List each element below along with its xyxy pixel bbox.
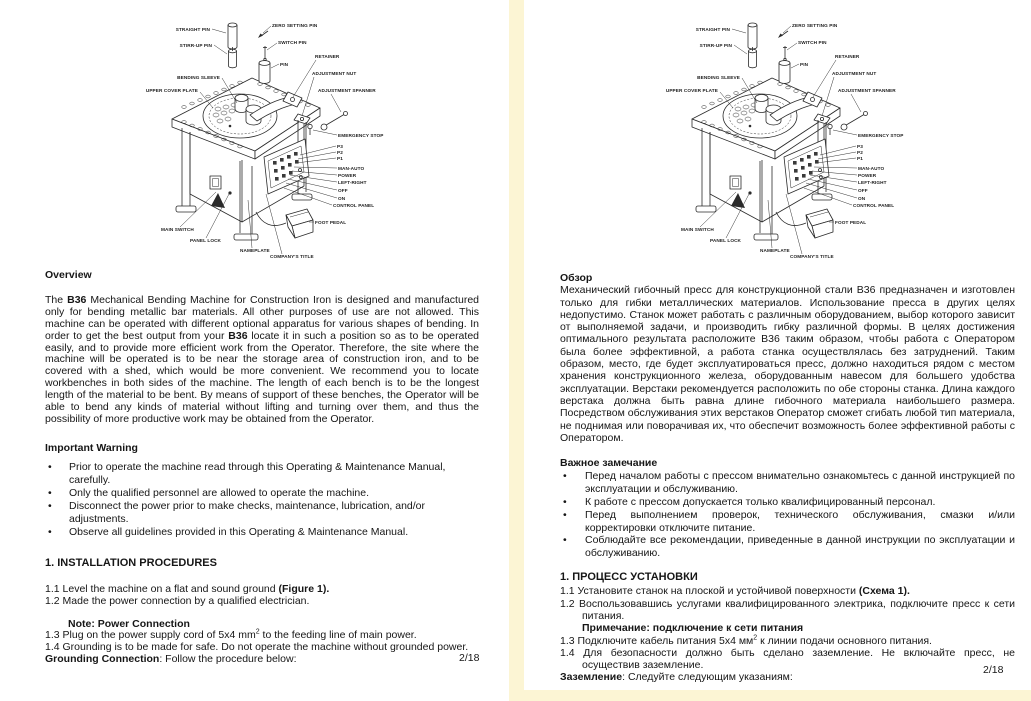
p3-label: P3 bbox=[337, 144, 343, 149]
machine-diagram-russian-page bbox=[660, 8, 1000, 270]
list-item bbox=[560, 496, 1015, 509]
emergency-stop-label: EMERGENCY STOP bbox=[338, 133, 384, 138]
list-item bbox=[45, 487, 479, 500]
step-1-3 bbox=[560, 635, 1015, 647]
warning-item: Observe all guidelines provided in this Operating & Maintenance Manual. bbox=[69, 525, 409, 538]
stirr-up-pin-leader-line bbox=[734, 45, 747, 54]
control-panel-label: CONTROL PANEL bbox=[853, 203, 895, 208]
warning-list bbox=[560, 470, 1015, 560]
warning-item: К работе с прессом допускается только квалифицированный персонал. bbox=[585, 496, 936, 509]
russian-text-column bbox=[560, 272, 1015, 684]
man-auto-label: MAN-AUTO bbox=[858, 166, 885, 171]
warning-item: Disconnect the power prior to make checks, maintenance, lubrication, and/or adjustments. bbox=[69, 499, 426, 525]
p2-label: P2 bbox=[337, 150, 343, 155]
warning-heading: Important Warning bbox=[45, 441, 138, 454]
overview-heading: Обзор bbox=[560, 272, 593, 284]
adjustment-spanner-leader-line bbox=[331, 94, 341, 112]
panel-lock-label: PANEL LOCK bbox=[710, 238, 742, 243]
pin-leader-line bbox=[271, 64, 279, 68]
warning-item: Перед началом работы с прессом внимательно ознакомьтесь с данной инструкцией по эксплуатации и обслуживанию. bbox=[585, 470, 1015, 496]
grounding-text: : Следуйте следующим указаниям: bbox=[622, 671, 793, 684]
emergency-stop-leader-line bbox=[313, 130, 337, 135]
list-item bbox=[45, 461, 479, 487]
emergency-stop-leader-line bbox=[833, 130, 857, 135]
control-panel-label: CONTROL PANEL bbox=[333, 203, 375, 208]
english-text-column bbox=[45, 270, 479, 666]
step-1-4: 1.4 Grounding is to be made for safe. Do not operate the machine without grounded power. bbox=[45, 641, 469, 654]
step-text: к линии подачи основного питания. bbox=[757, 634, 932, 647]
bullet-icon: • bbox=[48, 525, 52, 538]
retainer-leader-line bbox=[813, 60, 836, 97]
step-text: 1.1 Установите станок на плоской и устойчивой поверхности bbox=[560, 585, 859, 598]
machine-figure bbox=[660, 8, 1000, 270]
bending-sleeve-label: BENDING SLEEVE bbox=[177, 75, 220, 80]
step-text: 1.1 Level the machine on a flat and sound ground bbox=[45, 582, 279, 595]
switch-pin-label: SWITCH PIN bbox=[798, 40, 827, 45]
retainer-label: RETAINER bbox=[835, 54, 860, 59]
retainer-label: RETAINER bbox=[315, 54, 340, 59]
companys-title-label: COMPANY'S TITLE bbox=[790, 254, 834, 259]
overview-text: Mechanical Bending Machine for Construction Iron is designed and manufactured only for bending metallic bar materials. All other purposes of use are not allowed. This machine can be operated with different optional apparatus for various shapes of bending. In order to get the best output from your bbox=[45, 293, 479, 342]
adjustment-spanner-label: ADJUSTMENT SPANNER bbox=[318, 88, 376, 93]
adjustment-spanner-label: ADJUSTMENT SPANNER bbox=[838, 88, 896, 93]
control-panel-leader-line bbox=[284, 188, 332, 205]
figure-reference: (Figure 1). bbox=[278, 582, 330, 595]
figure-reference: (Схема 1). bbox=[858, 585, 910, 598]
panel-lock-label: PANEL LOCK bbox=[190, 238, 222, 243]
nameplate-label: NAMEPLATE bbox=[240, 248, 270, 253]
superscript: 2 bbox=[255, 628, 260, 636]
warning-item: Перед выполнением проверок, технического обслуживания, смазки и/или корректировки отключите питание. bbox=[585, 508, 1015, 534]
nameplate-leader-line bbox=[248, 200, 252, 248]
adjustment-nut-label: ADJUSTMENT NUT bbox=[312, 71, 357, 76]
main-switch-label: MAIN SWITCH bbox=[161, 227, 194, 232]
bullet-icon: • bbox=[563, 534, 567, 547]
overview-text: locate it in such a position so as to be operated easily, and to provide more efficient work from the Operator. Therefore, the site where the machine will be operated is to be near the storage area of construction iron, and to be covered with a shed, which would be more convenient. We recommend you to locate workbenches in both sides of the machine. The length of each bench is to be the longest length of the material to be bent. By means of support of these benches, the Operator will be able to bend any kinds of material without lifting and turning over them, and thus the possibility of more productive work may be obtained from the Operator. bbox=[45, 329, 479, 425]
warning-item: Соблюдайте все рекомендации, приведенные в данной инструкции по эксплуатации и обслуживанию. bbox=[585, 534, 1015, 560]
nameplate-leader-line bbox=[768, 200, 772, 248]
bullet-icon: • bbox=[48, 499, 52, 512]
control-panel-leader-line bbox=[804, 188, 852, 205]
nameplate-label: NAMEPLATE bbox=[760, 248, 790, 253]
bullet-icon: • bbox=[48, 486, 52, 499]
step-1-1 bbox=[560, 585, 1015, 597]
pin-label: PIN bbox=[280, 62, 289, 67]
step-1-2: 1.2 Made the power connection by a qualified electrician. bbox=[45, 594, 310, 607]
bullet-icon: • bbox=[48, 460, 52, 473]
off-label: OFF bbox=[338, 188, 348, 193]
model-name: B36 bbox=[67, 293, 87, 306]
off-leader-line bbox=[288, 179, 337, 190]
p1-label: P1 bbox=[857, 156, 863, 161]
emergency-stop-label: EMERGENCY STOP bbox=[858, 133, 904, 138]
adjustment-nut-label: ADJUSTMENT NUT bbox=[832, 71, 877, 76]
note-heading: Примечание: подключение к сети питания bbox=[582, 622, 804, 635]
warning-heading: Важное замечание bbox=[560, 457, 658, 470]
stirr-up-pin-label: STIRR-UP PIN bbox=[179, 43, 212, 48]
grounding-line bbox=[45, 654, 479, 666]
list-item bbox=[560, 534, 1015, 560]
list-item bbox=[560, 470, 1015, 496]
switch-pin-label: SWITCH PIN bbox=[278, 40, 307, 45]
grounding-heading: Заземление bbox=[560, 671, 623, 684]
switch-pin-leader-line bbox=[267, 43, 277, 50]
list-item bbox=[560, 509, 1015, 535]
left-right-label: LEFT-RIGHT bbox=[338, 180, 367, 185]
companys-title-label: COMPANY'S TITLE bbox=[270, 254, 314, 259]
page-number: 2/18 bbox=[983, 664, 1004, 676]
retainer-leader-line bbox=[293, 60, 316, 97]
model-name: B36 bbox=[228, 329, 248, 342]
grounding-heading: Grounding Connection bbox=[45, 653, 160, 666]
machine-diagram-english-page bbox=[140, 8, 480, 270]
warning-list bbox=[45, 461, 479, 539]
power-label: POWER bbox=[858, 173, 877, 178]
list-item bbox=[45, 526, 479, 539]
bullet-icon: • bbox=[563, 508, 567, 521]
p2-label: P2 bbox=[857, 150, 863, 155]
machine-figure bbox=[140, 8, 480, 270]
power-label: POWER bbox=[338, 173, 357, 178]
off-leader-line bbox=[808, 179, 857, 190]
step-1-2: 1.2 Воспользовавшись услугами квалифицированного электрика, подключите пресс к сети питания. bbox=[560, 597, 1015, 622]
note-heading: Note: Power Connection bbox=[68, 617, 190, 630]
p1-label: P1 bbox=[337, 156, 343, 161]
pin-leader-line bbox=[791, 64, 799, 68]
adjustment-spanner-leader-line bbox=[851, 94, 861, 112]
grounding-line bbox=[560, 671, 1015, 683]
on-label: ON bbox=[858, 196, 866, 201]
stirr-up-pin-leader-line bbox=[214, 45, 227, 54]
grounding-text: : Follow the procedure below: bbox=[159, 653, 297, 666]
off-label: OFF bbox=[858, 188, 868, 193]
bullet-icon: • bbox=[563, 496, 567, 509]
upper-cover-plate-label: UPPER COVER PLATE bbox=[145, 88, 198, 93]
list-item bbox=[45, 500, 479, 526]
step-1-1 bbox=[45, 584, 479, 596]
step-text: to the feeding line of main power. bbox=[259, 629, 417, 642]
straight-pin-label: STRAIGHT PIN bbox=[175, 27, 210, 32]
p3-label: P3 bbox=[857, 144, 863, 149]
straight-pin-label: STRAIGHT PIN bbox=[695, 27, 730, 32]
on-label: ON bbox=[338, 196, 346, 201]
superscript: 2 bbox=[753, 634, 758, 642]
foot-pedal-label: FOOT PEDAL bbox=[835, 220, 867, 225]
step-text: 1.3 Подключите кабель питания 5х4 мм bbox=[560, 634, 754, 647]
step-text: 1.3 Plug on the power supply cord of 5x4 mm bbox=[45, 629, 256, 642]
straight-pin-leader-line bbox=[212, 29, 226, 33]
zero-setting-pin-label: ZERO SETTING PIN bbox=[792, 23, 838, 28]
warning-item: Prior to operate the machine read through this Operating & Maintenance Manual, carefully. bbox=[69, 460, 446, 486]
overview-paragraph bbox=[45, 295, 479, 426]
bending-sleeve-label: BENDING SLEEVE bbox=[697, 75, 740, 80]
upper-cover-plate-label: UPPER COVER PLATE bbox=[665, 88, 718, 93]
overview-text: The bbox=[45, 293, 68, 306]
overview-heading: Overview bbox=[45, 269, 92, 281]
page-number: 2/18 bbox=[459, 652, 480, 664]
zero-setting-pin-label: ZERO SETTING PIN bbox=[272, 23, 318, 28]
overview-paragraph: Механический гибочный пресс для конструкционной стали B36 предназначен и изготовлен только для гибки металлических материалов. Использование пресса в других целях недопустимо. Станок может работать с различным оборудованием, выбор которого зависит от выполняемой задачи, и производить гибку различной формы. В целях достижения оптимального результата расположите B36 таким образом, чтобы работа с Оператором была более эффективной, а работа станка осуществлялась без затруднений. Таким образом, место, где будет эксплуатироваться пресс, должно находиться рядом с местом хранения конструкционного железа, оборудованным навесом для большего удобства эксплуатации. Верстаки рекомендуется расположить по обе стороны станка. Длина каждого верстака должна быть равна длине гибочного материала наибольшего размера. Посредством обслуживания этих верстаков Оператор сможет сгибать любой тип материала, не поднимая или поворачивая их, что обеспечит возможность более эффективной работы с Оператором. bbox=[560, 284, 1015, 444]
installation-heading: 1. ПРОЦЕСС УСТАНОВКИ bbox=[560, 571, 698, 584]
warning-item: Only the qualified personnel are allowed to operate the machine. bbox=[69, 486, 370, 499]
straight-pin-leader-line bbox=[732, 29, 746, 33]
foot-pedal-label: FOOT PEDAL bbox=[315, 220, 347, 225]
main-switch-label: MAIN SWITCH bbox=[681, 227, 714, 232]
left-right-label: LEFT-RIGHT bbox=[858, 180, 887, 185]
pin-label: PIN bbox=[800, 62, 809, 67]
step-1-4: 1.4 Для безопасности должно быть сделано заземление. Не включайте пресс, не осуществив заземление. bbox=[560, 646, 1015, 672]
bullet-icon: • bbox=[563, 470, 567, 483]
switch-pin-leader-line bbox=[787, 43, 797, 50]
man-auto-label: MAN-AUTO bbox=[338, 166, 365, 171]
stirr-up-pin-label: STIRR-UP PIN bbox=[699, 43, 732, 48]
installation-heading: 1. INSTALLATION PROCEDURES bbox=[45, 556, 217, 569]
